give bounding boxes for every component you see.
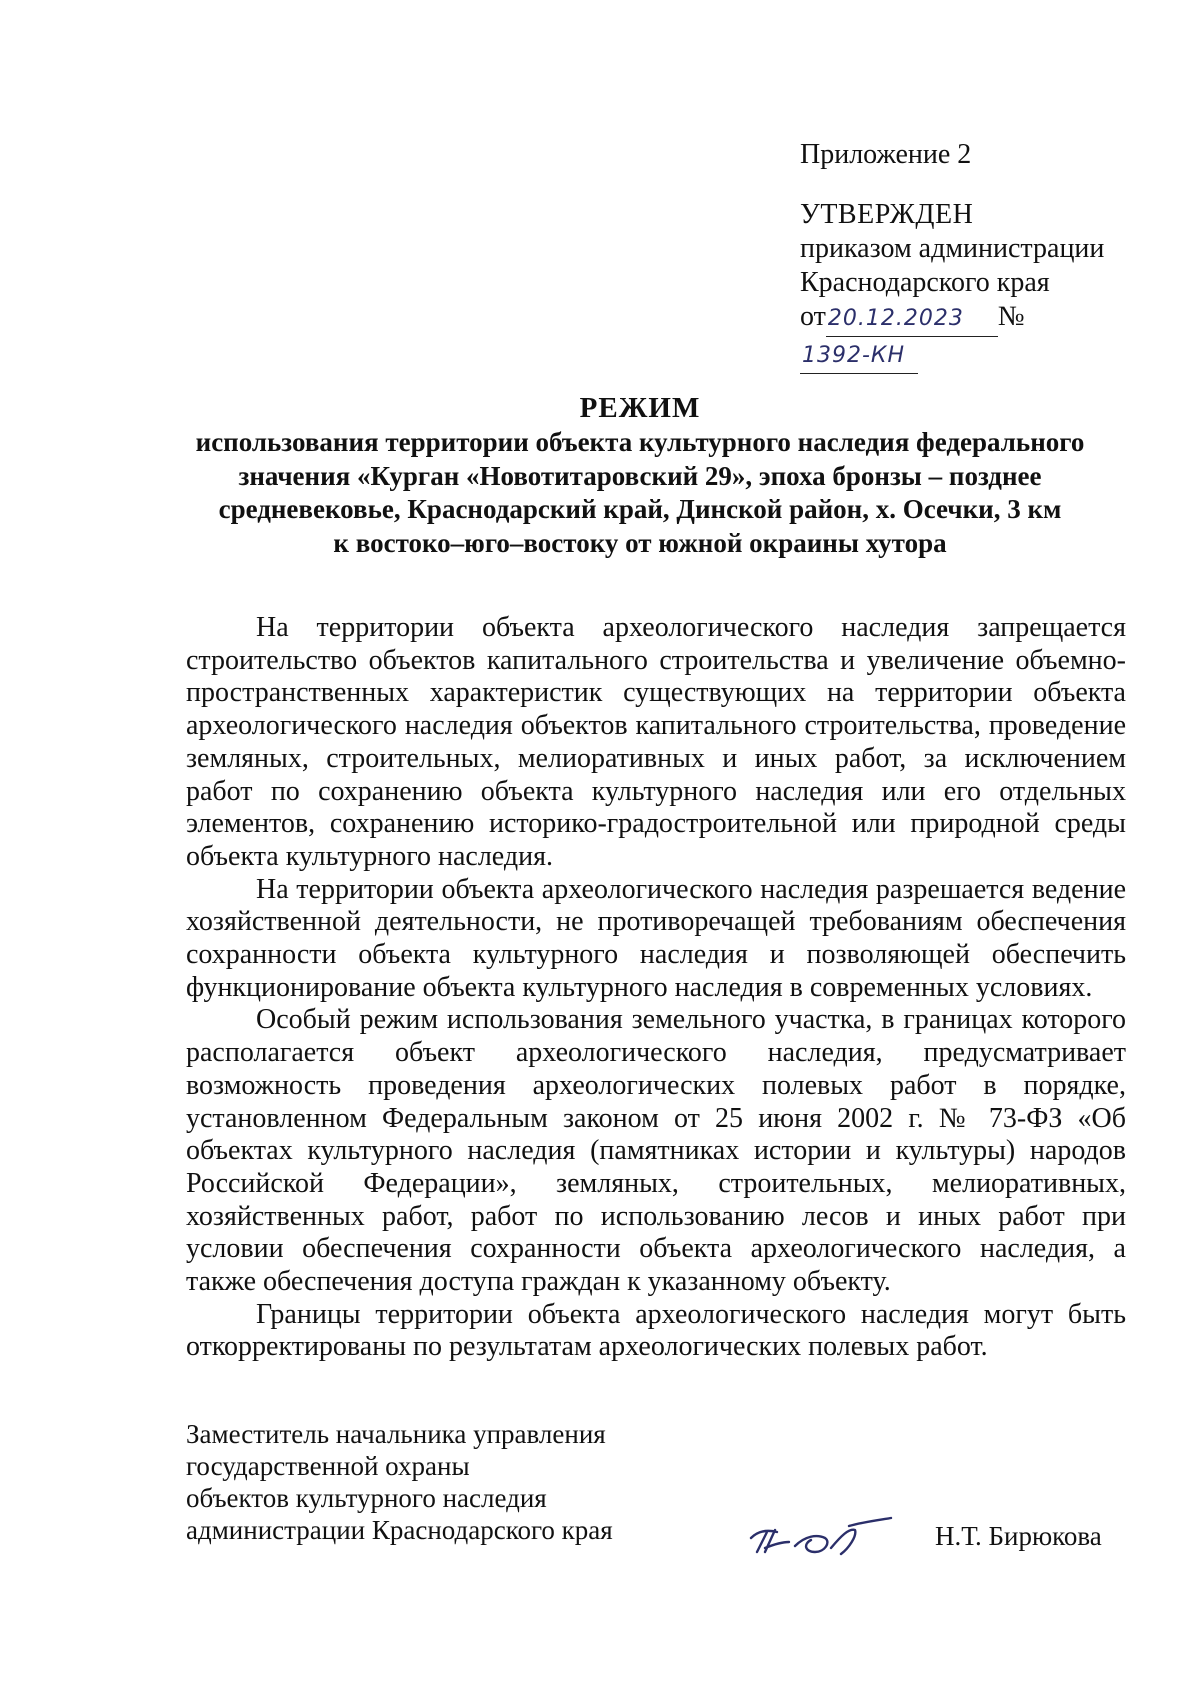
title-heading: РЕЖИМ	[579, 392, 701, 424]
order-date-number-line	[800, 300, 1140, 374]
title-line-2: значения «Курган «Новотитаровский 29», эпоха бронзы – позднее	[238, 460, 1042, 491]
order-number: 1392-КН	[802, 343, 906, 368]
position-line-1: Заместитель начальника управления	[186, 1419, 606, 1449]
paragraph-boundaries: Границы территории объекта археологического наследия могут быть откорректированы по результатам археологических полевых работ.	[186, 1298, 1126, 1363]
title-line-4: к востоко–юго–востоку от южной окраины хутора	[333, 527, 947, 558]
approved-by-line-1: приказом администрации	[800, 233, 1105, 264]
paragraph-prohibitions: На территории объекта археологического наследия запрещается строительство объектов капитального строительства и увеличение объемно-пространственных характеристик существующих на территории объекта археологического наследия объектов капитального строительства, проведение земляных, строительных, мелиоративных и иных работ, за исключением работ по сохранению объекта культурного наследия или его отдельных элементов, сохранению историко-градостроительной или природной среды объекта культурного наследия.	[186, 612, 1126, 872]
number-prefix: №	[997, 301, 1025, 332]
paragraph-special-regime: Особый режим использования земельного участка, в границах которого располагается объект археологического наследия, предусматривает возможность проведения археологических полевых работ в порядке, установленном Федеральным законом от 25 июня 2002 г. № 73-ФЗ «Об объектах культурного наследия (памятниках истории и культуры) народов Российской Федерации», земляных, строительных, мелиоративных, хозяйственных работ, работ по использованию лесов и иных работ при условии обеспечения сохранности объекта археологического наследия, а также обеспечения доступа граждан к указанному объекту.	[186, 1004, 1126, 1298]
date-prefix: от	[800, 301, 826, 332]
position-line-4: администрации Краснодарского края	[186, 1515, 613, 1545]
signer-name: Н.Т. Бирюкова	[935, 1521, 1102, 1551]
order-date: 20.12.2023	[827, 306, 964, 331]
handwritten-signature	[745, 1508, 895, 1568]
approval-block	[800, 138, 1140, 374]
title-line-3: средневековье, Краснодарский край, Динской район, х. Осечки, 3 км	[218, 494, 1062, 524]
approved-label: УТВЕРЖДЕН	[800, 199, 974, 230]
approved-by-line-2: Краснодарского края	[800, 267, 1050, 298]
signatory-position	[186, 1418, 636, 1546]
position-line-2: государственной охраны	[186, 1451, 470, 1481]
document-body	[186, 612, 1126, 1364]
position-line-3: объектов культурного наследия	[186, 1483, 547, 1513]
title-line-1: использования территории объекта культурного наследия федерального	[195, 427, 1085, 457]
paragraph-permitted-activity: На территории объекта археологического наследия разрешается ведение хозяйственной деятельности, не противоречащей требованиям обеспечения сохранности объекта культурного наследия и позволяющей обеспечить функционирование объекта культурного наследия в современных условиях.	[186, 873, 1126, 1003]
appendix-label: Приложение 2	[800, 139, 972, 170]
document-title	[150, 390, 1130, 560]
